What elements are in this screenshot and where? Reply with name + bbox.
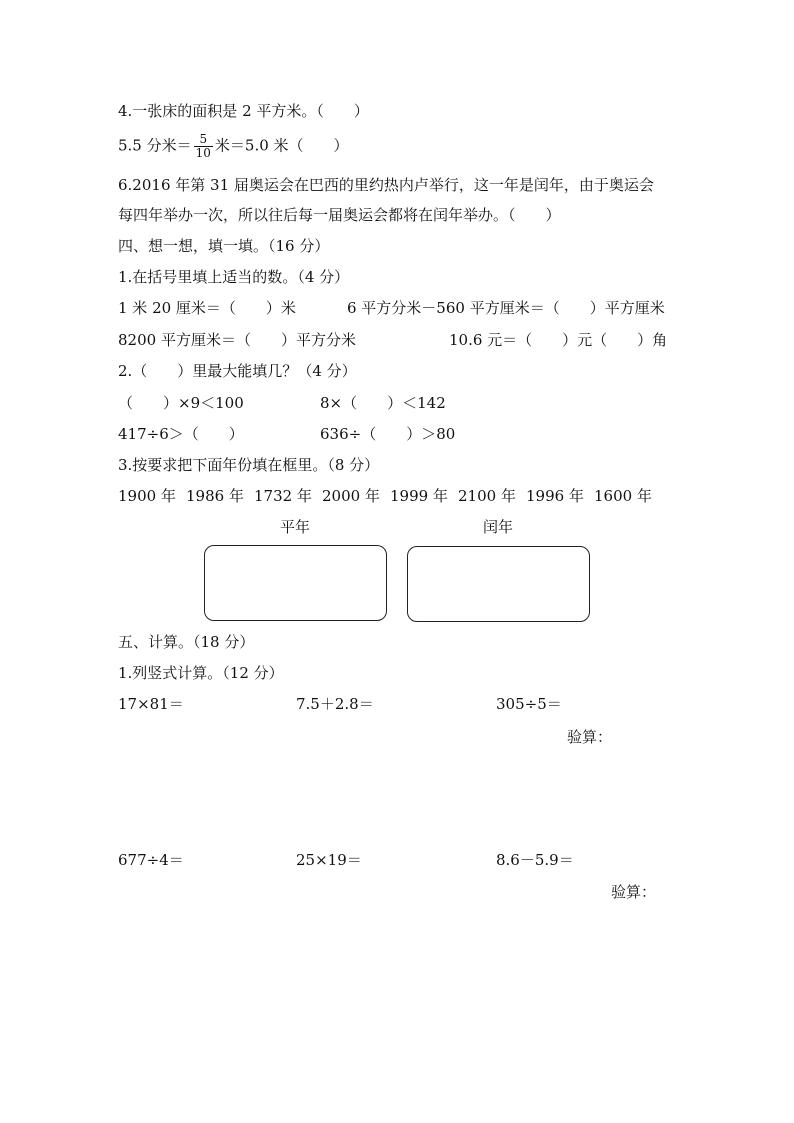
check-label: 验算：	[567, 728, 613, 746]
question-6-line-2: 每四年举办一次，所以往后每一届奥运会都将在闰年举办。（ ）	[118, 206, 561, 224]
year-item: 2100 年	[458, 487, 516, 505]
section-4-title: 四、想一想，填一填。（16 分）	[118, 237, 330, 255]
leap-year-label: 闰年	[482, 518, 513, 536]
year-item: 1600 年	[594, 487, 652, 505]
check-label: 验算：	[611, 883, 657, 901]
common-year-box[interactable]	[204, 545, 387, 621]
common-year-label: 平年	[279, 518, 310, 536]
inequality-c: 417÷6＞（ ）	[118, 425, 244, 443]
calc-item: 17×81＝	[118, 695, 184, 713]
fill-item-b: 6 平方分米－560 平方厘米＝（ ）平方厘米	[347, 299, 665, 317]
fill-item-a: 1 米 20 厘米＝（ ）米	[118, 299, 296, 317]
section-4-q3-title: 3.按要求把下面年份填在框里。（8 分）	[118, 456, 380, 474]
section-5-title: 五、计算。（18 分）	[118, 633, 255, 651]
calc-item: 8.6－5.9＝	[496, 851, 574, 869]
year-list	[118, 486, 652, 506]
question-5-suffix: 米＝5.0 米（ ）	[214, 136, 349, 155]
section-4-q1-title: 1.在括号里填上适当的数。（4 分）	[118, 268, 350, 286]
year-item: 1999 年	[390, 487, 448, 505]
year-item: 1986 年	[186, 487, 244, 505]
calc-item: 7.5＋2.8＝	[296, 695, 374, 713]
calc-item: 677÷4＝	[118, 851, 184, 869]
section-5-q1-title: 1.列竖式计算。（12 分）	[118, 664, 284, 682]
year-item: 2000 年	[322, 487, 380, 505]
inequality-d: 636÷（ ）＞80	[320, 425, 456, 443]
fraction-denominator: 10	[195, 146, 211, 160]
year-item: 1996 年	[526, 487, 584, 505]
fraction-numerator: 5	[194, 133, 213, 147]
fraction	[194, 133, 213, 160]
question-5	[118, 133, 349, 160]
section-4-q2-title: 2.（ ）里最大能填几？（4 分）	[118, 362, 357, 380]
year-item: 1900 年	[118, 487, 176, 505]
fill-item-c: 8200 平方厘米＝（ ）平方分米	[118, 331, 356, 349]
calc-item: 305÷5＝	[496, 695, 562, 713]
leap-year-box[interactable]	[407, 546, 590, 622]
question-5-prefix: 5.5 分米＝	[118, 136, 192, 155]
question-4: 4.一张床的面积是 2 平方米。（ ）	[118, 102, 369, 120]
calc-item: 25×19＝	[296, 851, 362, 869]
fill-item-d: 10.6 元＝（ ）元（ ）角	[449, 331, 668, 349]
inequality-b: 8×（ ）＜142	[320, 394, 446, 412]
inequality-a: （ ）×9＜100	[118, 394, 244, 412]
year-item: 1732 年	[254, 487, 312, 505]
question-6-line-1: 6.2016 年第 31 届奥运会在巴西的里约热内卢举行，这一年是闰年，由于奥运会	[118, 176, 654, 194]
